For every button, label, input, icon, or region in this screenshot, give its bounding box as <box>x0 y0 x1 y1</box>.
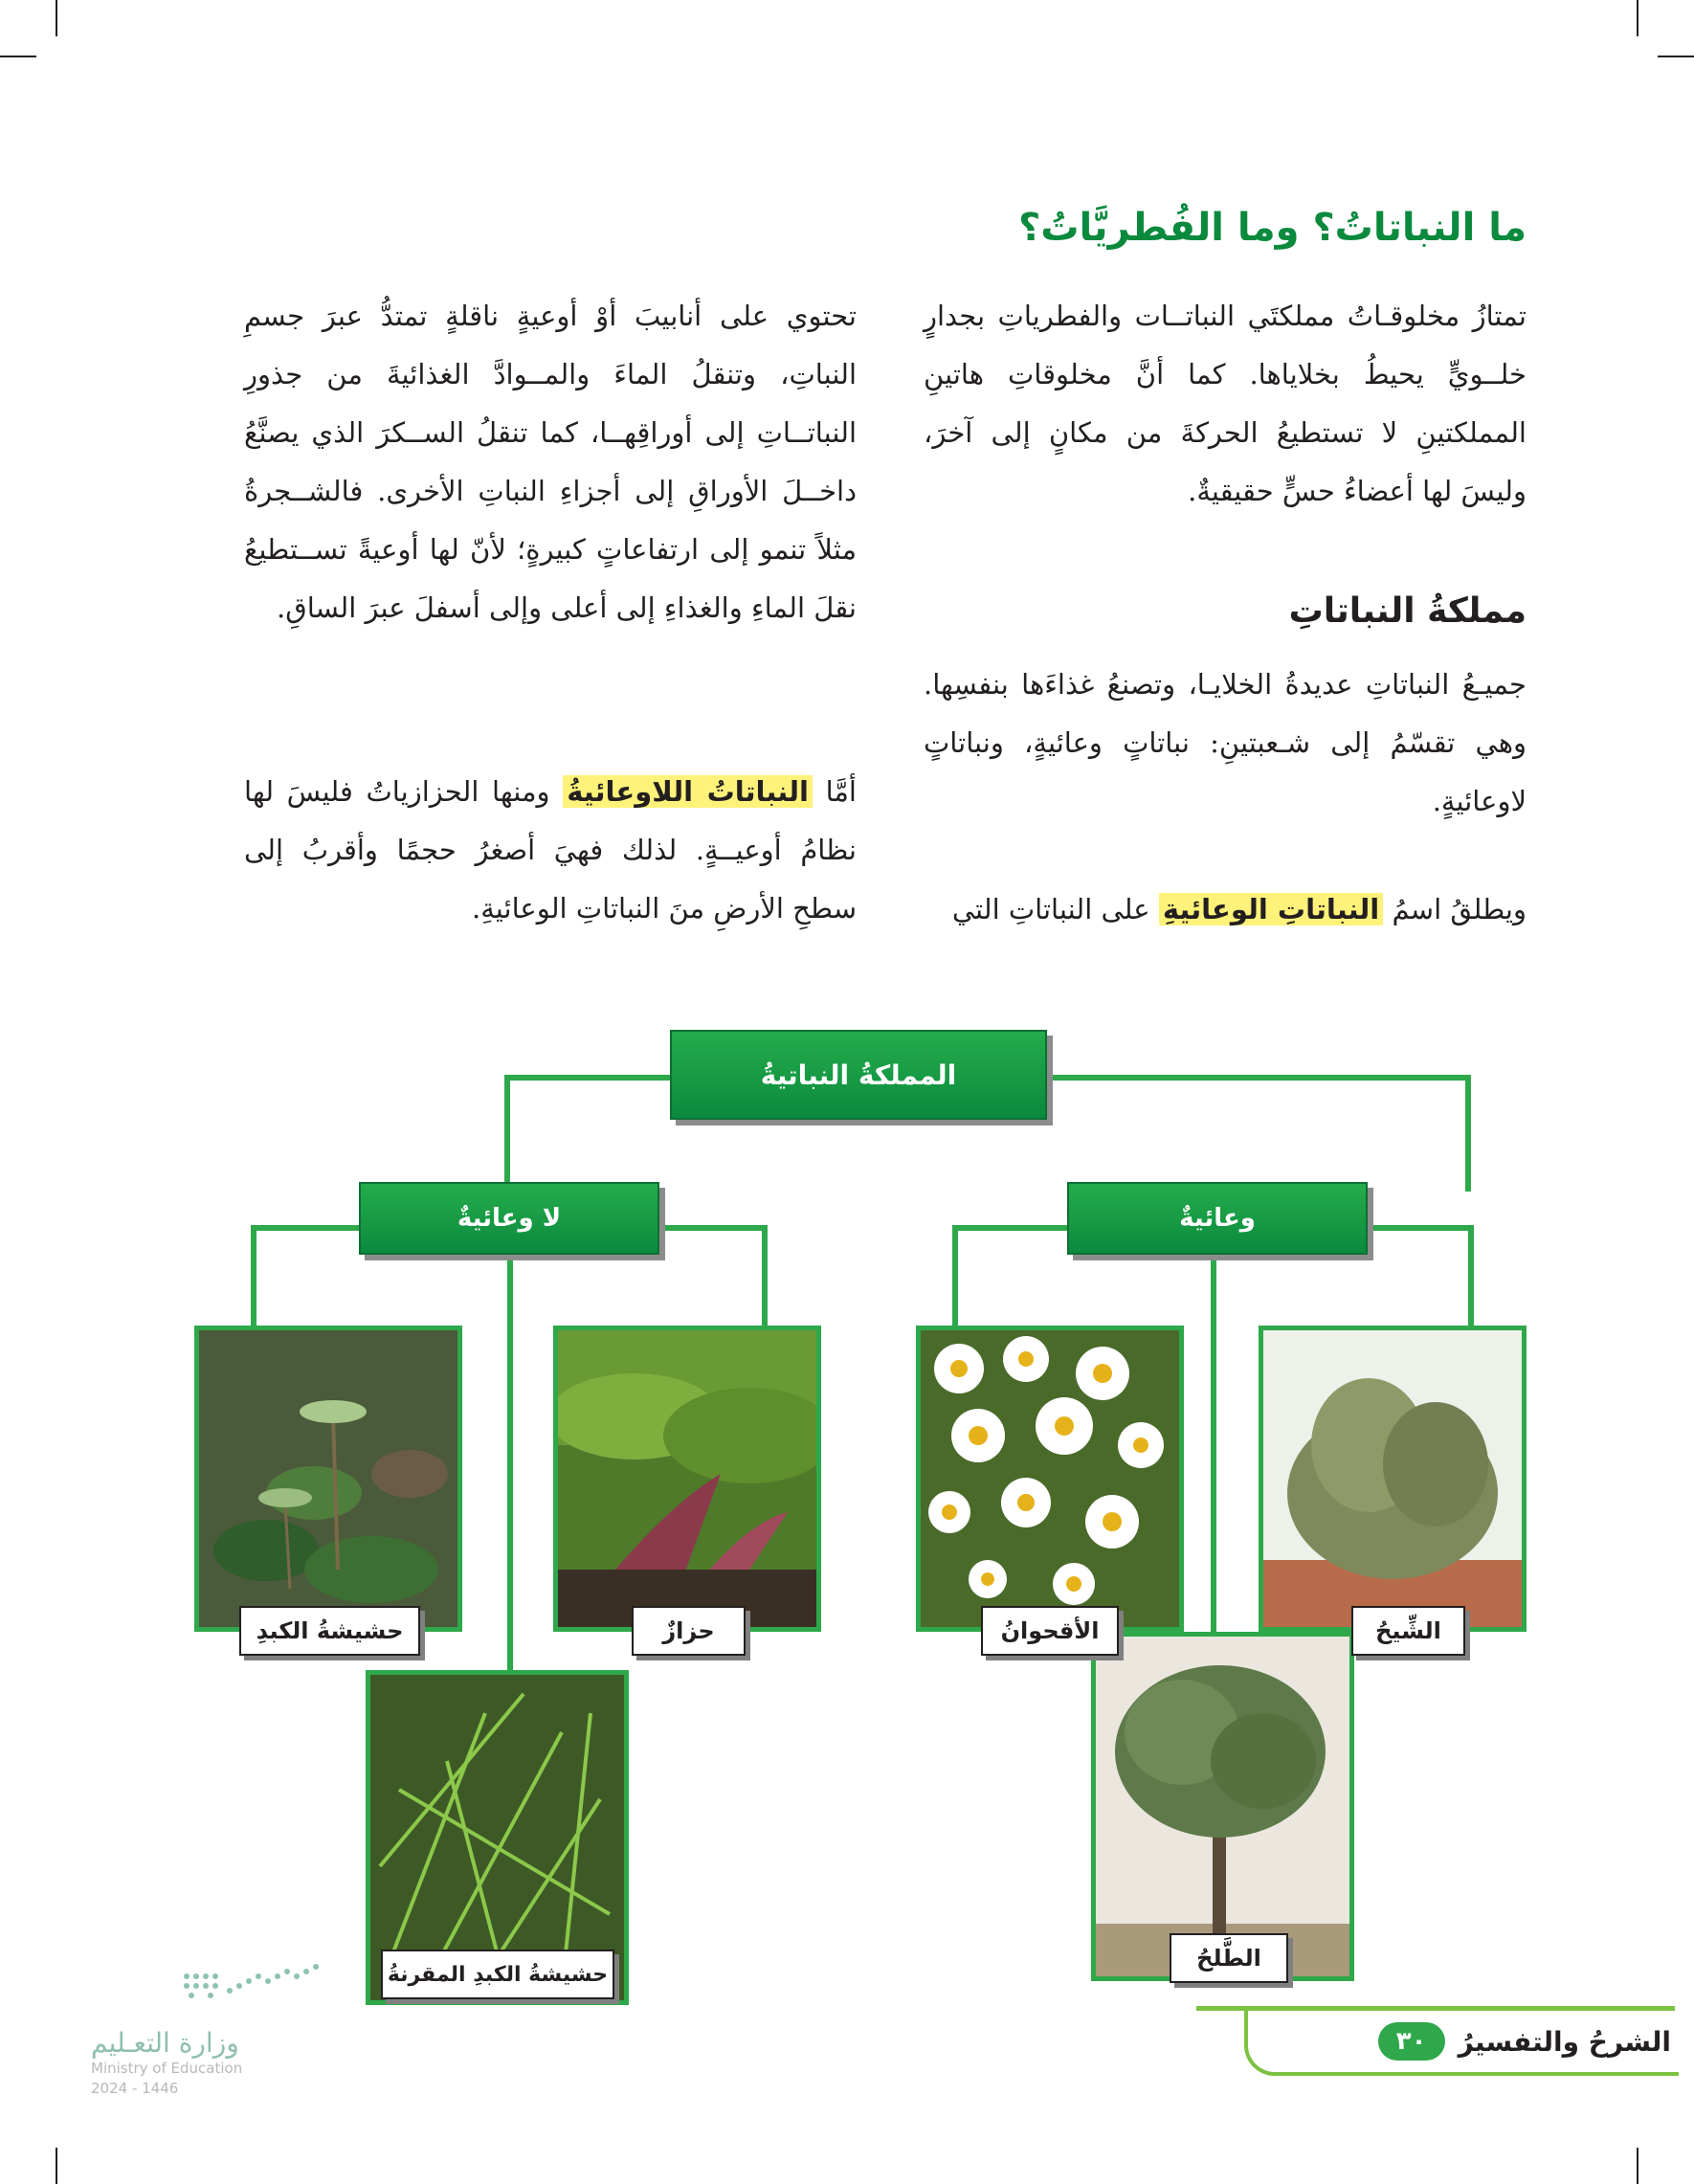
ministry-name-ar: وزارة التعـليم <box>91 2027 239 2059</box>
plant-kingdom-paragraph: جميـعُ النباتاتِ عديدةُ الخلايـا، وتصنعُ غذاءَها بنفسِها. وهي تقسّمُ إلى شـعبتينِ: نباتاتٍ وعائيةٍ، ونباتاتٍ لاوعائيةٍ. <box>924 668 1527 817</box>
text-run: ويطلقُ اسمُ <box>1383 893 1527 925</box>
plant-kingdom-box: المملكةُ النباتيةُ <box>670 1030 1047 1120</box>
vascular-box: وعائيةٌ <box>1067 1182 1368 1255</box>
connector-line <box>762 1225 768 1328</box>
crop-mark <box>1637 2148 1638 2184</box>
nonvascular-paragraph <box>244 763 857 938</box>
crop-mark <box>1658 56 1694 57</box>
vascular-definition-paragraph <box>924 880 1527 939</box>
connector-line <box>1465 1075 1471 1192</box>
chamomile-label: الأقحوانُ <box>981 1606 1119 1656</box>
vascular-description-paragraph: تحتوي على أنابيبَ أوْ أوعيةٍ ناقلةٍ تمتدُّ عبرَ جسمِ النباتِ، وتنقلُ الماءَ والمــوادَّ الغذائيةَ من جذورِ النباتــاتِ إلى أوراقِهــا، كما تنقلُ الســكرَ الذي يصنَّعُ داخــلَ الأوراقِ إلى أجزاءِ النباتِ الأخرى. فالشــجرةُ مثلاً تنمو إلى ارتفاعاتٍ كبيرةٍ؛ لأنّ لها أوعيةً تســتطيعُ نقلَ الماءِ والغذاءِ إلى أعلى وإلى أسفلَ عبرَ الساقِ. <box>244 300 857 624</box>
footer-section-label: الشرحُ والتفسيرُ <box>1458 2025 1671 2058</box>
acacia-photo <box>1091 1632 1354 1981</box>
intro-paragraph: تمتازُ مخلوقـاتُ مملكتَي النباتــات والفطرياتِ بجدارٍ خلــويٍّ يحيطُ بخلاياها. كما أنَّ مخلوقاتِ هاتينِ المملكتينِ لا تستطيعُ الحركةَ من مكانٍ إلى آخرَ، وليسَ لها أعضاءُ حسٍّ حقيقيةٌ. <box>924 300 1527 507</box>
liverwort-label: حشيشةُ الكبدِ <box>239 1606 420 1656</box>
ministry-logo-icon <box>177 1957 426 2005</box>
acacia-label: الطَّلحُ <box>1170 1933 1288 1983</box>
crop-mark <box>56 2148 57 2184</box>
crop-mark <box>56 0 57 36</box>
section-title: ما النباتاتُ؟ وما الفُطريَّاتُ؟ <box>1018 206 1527 250</box>
crop-mark <box>1637 0 1638 36</box>
connector-line <box>1468 1225 1474 1328</box>
connector-line <box>504 1075 510 1192</box>
chamomile-photo <box>916 1326 1184 1632</box>
text-run: أمَّا <box>812 775 857 808</box>
page-footer <box>1244 2011 1679 2076</box>
wormwood-label: الشِّيحُ <box>1351 1606 1465 1656</box>
connector-line <box>952 1225 958 1328</box>
wormwood-photo <box>1259 1326 1527 1632</box>
text-run: على النباتاتِ التي <box>951 893 1159 925</box>
ministry-logo <box>91 1952 340 2115</box>
ministry-name-en: Ministry of Education <box>91 2060 243 2077</box>
horned-liverwort-label: حشيشةُ الكبدِ المقرنةُ <box>381 1950 614 1999</box>
connector-line <box>1211 1196 1216 1675</box>
crop-mark <box>0 56 36 57</box>
vascular-highlight: النباتاتِ الوعائيةِ <box>1159 893 1383 925</box>
connector-line <box>251 1225 256 1328</box>
ministry-year: 2024 - 1446 <box>91 2080 179 2097</box>
moss-label: حزازٌ <box>632 1606 746 1656</box>
page-number: ٣٠ <box>1378 2022 1445 2061</box>
moss-photo <box>553 1326 821 1632</box>
nonvascular-box: لا وعائيةٌ <box>359 1182 659 1255</box>
liverwort-photo <box>194 1326 462 1632</box>
nonvascular-highlight: النباتاتُ اللاوعائيةُ <box>563 775 813 808</box>
connector-line <box>507 1196 513 1694</box>
text-run: ومنها الحزازياتُ فليسَ لها نظامُ أوعيــةٍ. لذلك فهيَ أصغرُ حجمًا وأقربُ إلى سطحِ الأرضِ منَ النباتاتِ الوعائيةِ. <box>244 775 857 925</box>
subsection-title: مملكةُ النباتاتِ <box>1288 591 1527 631</box>
